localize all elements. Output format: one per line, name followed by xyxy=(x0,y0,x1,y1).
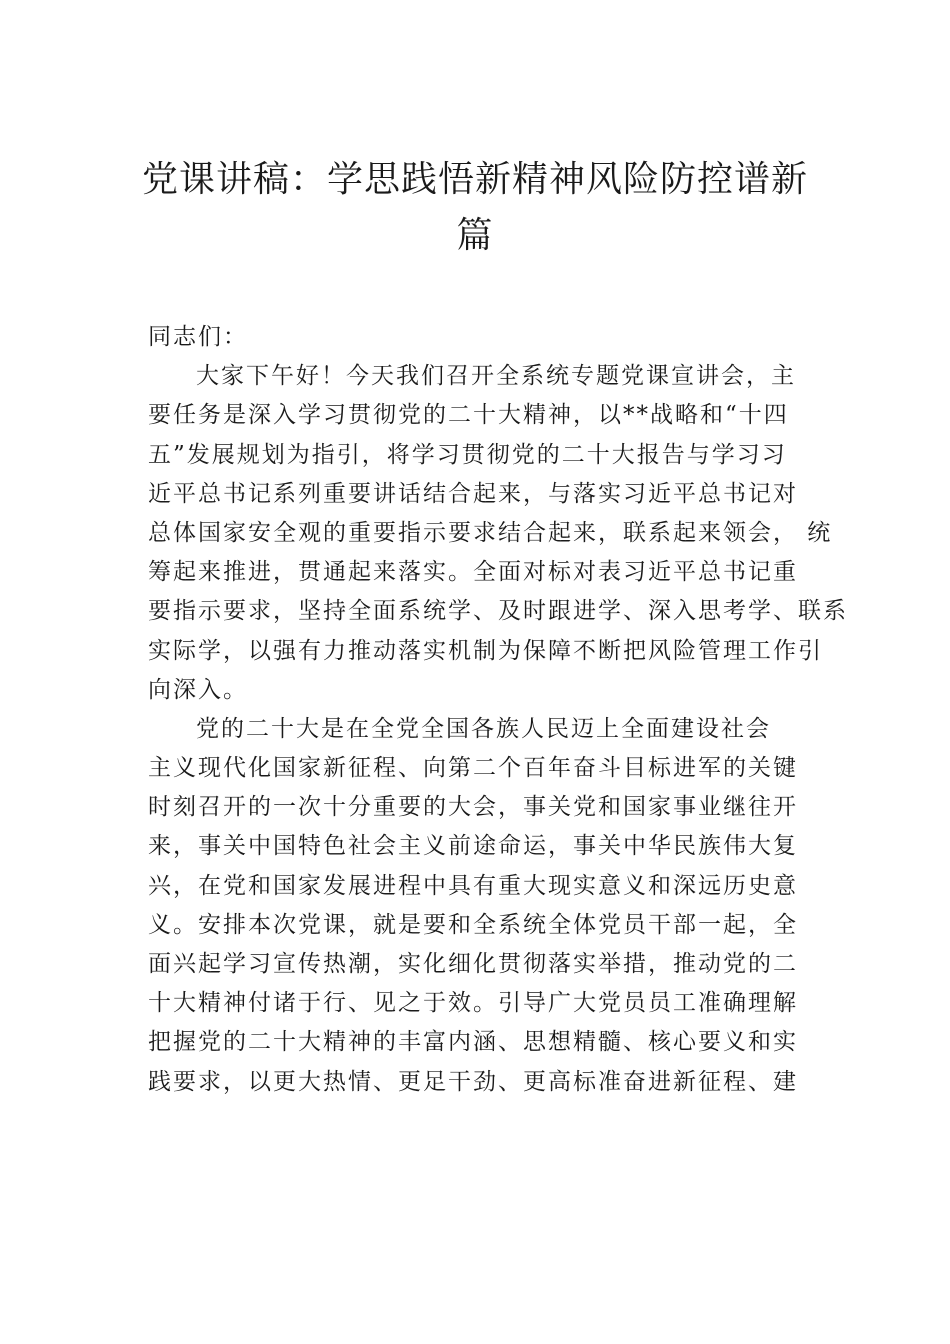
paragraph-line: 要指示要求，坚持全面系统学、及时跟进学、深入思考学、联系 xyxy=(148,598,848,625)
paragraph-line: 义。安排本次党课，就是要和全系统全体党员干部一起，全 xyxy=(148,911,798,938)
title-line: 篇 xyxy=(456,215,494,256)
paragraph-line: 大家下午好！今天我们召开全系统专题党课宣讲会，主 xyxy=(196,363,796,390)
document-body xyxy=(148,318,848,1102)
paragraph-line: 近平总书记系列重要讲话结合起来，与落实习近平总书记对 xyxy=(148,480,798,507)
paragraph-line: 实际学，以强有力推动落实机制为保障不断把风险管理工作引 xyxy=(148,637,823,664)
paragraph-line: 十大精神付诸于行、见之于效。引导广大党员员工准确理解 xyxy=(148,990,798,1017)
paragraph-line: 党的二十大是在全党全国各族人民迈上全面建设社会 xyxy=(196,715,771,742)
paragraph-line: 践要求，以更大热情、更足干劲、更高标准奋进新征程、建 xyxy=(148,1068,798,1095)
paragraph-line: 面兴起学习宣传热潮，实化细化贯彻落实举措，推动党的二 xyxy=(148,951,798,977)
paragraph-line: 筹起来推进，贯通起来落实。全面对标对表习近平总书记重 xyxy=(148,559,798,586)
paragraph-line: 五”发展规划为指引，将学习贯彻党的二十大报告与学习习 xyxy=(148,441,787,468)
paragraph-1 xyxy=(148,357,848,710)
paragraph-line: 兴，在党和国家发展进程中具有重大现实意义和深远历史意 xyxy=(148,872,798,899)
paragraph-line: 主义现代化国家新征程、向第二个百年奋斗目标进军的关键 xyxy=(148,755,798,782)
salutation: 同志们： xyxy=(148,324,248,350)
paragraph-line: 时刻召开的一次十分重要的大会，事关党和国家事业继往开 xyxy=(148,794,798,821)
paragraph-2 xyxy=(148,710,818,1102)
paragraph-line: 向深入。 xyxy=(148,676,248,703)
paragraph-line: 把握党的二十大精神的丰富内涵、思想精髓、核心要义和实 xyxy=(148,1029,798,1056)
paragraph-line: 来，事关中国特色社会主义前途命运，事关中华民族伟大复 xyxy=(148,833,798,860)
title-line: 党课讲稿：学思践悟新精神风险防控谱新 xyxy=(141,159,808,200)
document-title xyxy=(140,152,810,264)
paragraph-line: 总体国家安全观的重要指示要求结合起来，联系起来领会， 统 xyxy=(148,519,833,546)
paragraph-line: 要任务是深入学习贯彻党的二十大精神，以**战略和“十四 xyxy=(148,402,789,429)
